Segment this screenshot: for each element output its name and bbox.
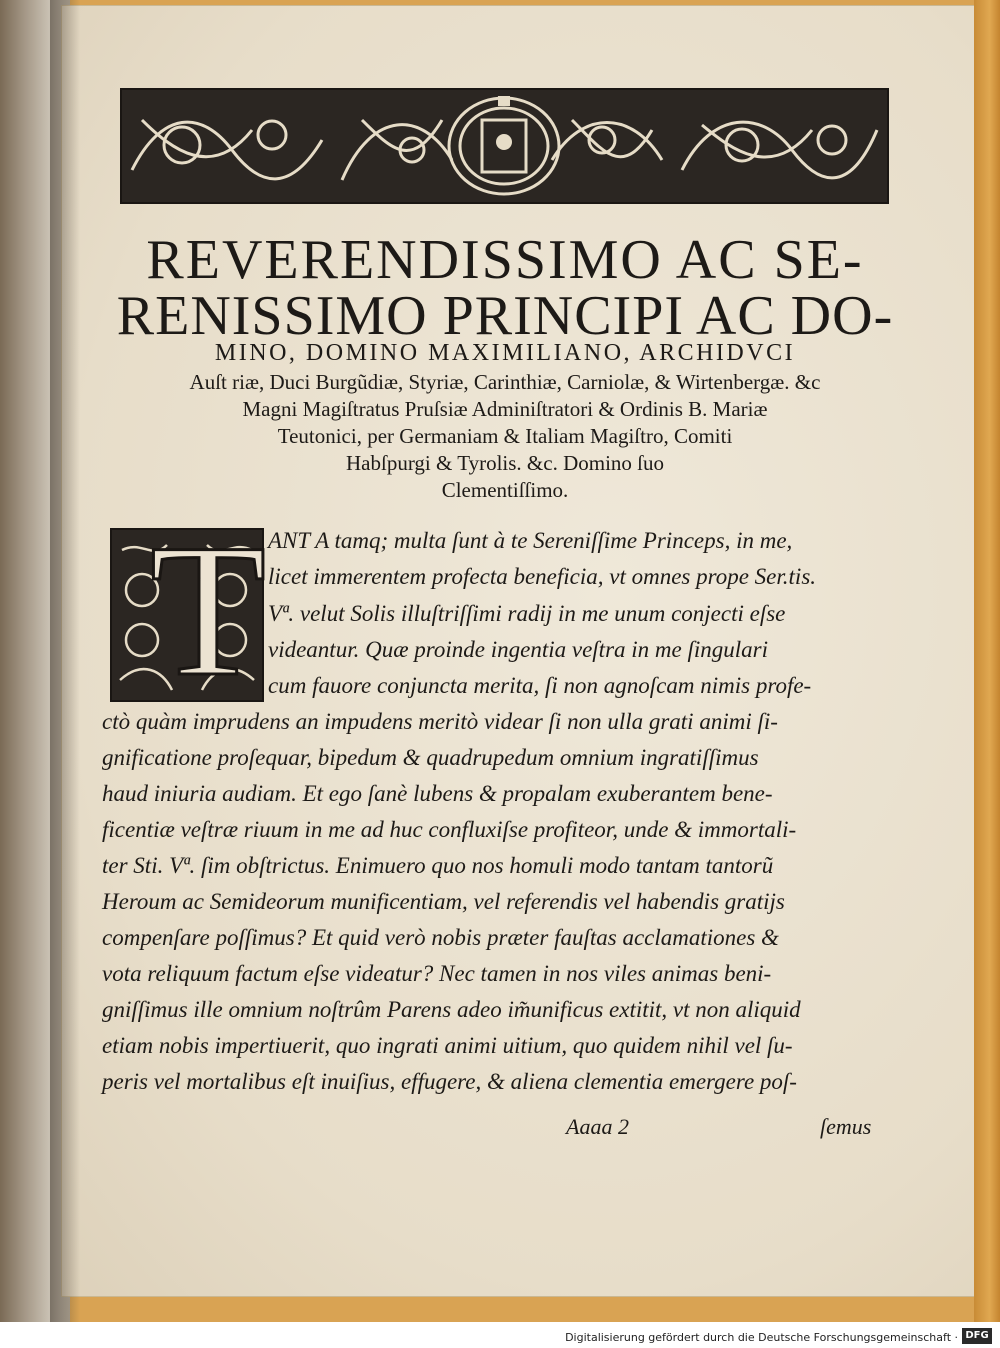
signature-mark: Aaaa 2: [566, 1114, 629, 1139]
catchword: ſemus: [820, 1114, 872, 1139]
subtitle-line-4: Habſpurgi & Tyrolis. &c. Domino ſuo: [346, 451, 664, 475]
body-line-13: vota reliquum factum eſse videatur? Nec tamen in nos viles animas beni-: [102, 961, 772, 986]
body-line-7: gnificatione proſequar, bipedum & quadrupedum omnium ingratiſſimus: [102, 745, 759, 770]
body-line-4: videantur. Quæ proinde ingentia veſtra in me ſingulari: [268, 637, 768, 662]
subtitle-line-3: Teutonici, per Germaniam & Italiam Magiſtro, Comiti: [277, 424, 733, 448]
title-line-1: REVERENDISSIMO AC SE-: [146, 229, 864, 291]
body-line-15: etiam nobis impertiuerit, quo ingrati animi uitium, quo quidem nihil vel ſu-: [102, 1033, 793, 1058]
body-line-16: peris vel mortalibus eſt inuiſius, effugere, & aliena clementia emergere poſ-: [102, 1069, 797, 1094]
body-line-2: licet immerentem profecta beneficia, vt omnes prope Ser.tis.: [268, 564, 817, 589]
body-line-14: gniſſimus ille omnium noſtrûm Parens adeo im̃unificus extitit, vt non aliquid: [102, 997, 801, 1022]
gutter-shadow: [50, 0, 80, 1322]
right-page-edge: [974, 0, 1000, 1322]
body-line-11: Heroum ac Semideorum munificentiam, vel referendis vel habendis gratijs: [102, 889, 785, 914]
body-line-8: haud iniuria audiam. Et ego ſanè lubens & propalam exuberantem bene-: [102, 781, 773, 806]
body-line-10: ter Sti. Vª. ſim obſtrictus. Enimuero quo nos homuli modo tantam tantorũ: [102, 853, 774, 878]
body-line-9: ficentiæ veſtræ riuum in me ad huc confluxiſse profiteor, unde & immortali-: [102, 817, 797, 842]
body-line-6: ctò quàm imprudens an impudens meritò videar ſi non ulla grati animi ſi-: [102, 709, 778, 734]
title-line-3: MINO, DOMINO MAXIMILIANO, ARCHIDVCI: [214, 340, 796, 366]
subtitle-line-2: Magni Magiſtratus Pruſsiæ Adminiſtratori & Ordinis B. Mariæ: [242, 397, 768, 421]
title-line-2: RENISSIMO PRINCIPI AC DO-: [116, 285, 894, 347]
dfg-credit-text: Digitalisierung gefördert durch die Deutsche Forschungsgemeinschaft ·: [565, 1331, 958, 1344]
body-line-5: cum fauore conjuncta merita, ſi non agnoſcam nimis profe-: [268, 673, 812, 698]
body-line-12: compenſare poſſimus? Et quid verò nobis præter fauſtas acclamationes &: [102, 925, 779, 950]
woodcut-headpiece: [120, 88, 889, 204]
body-line-3: Vª. velut Solis illuſtriſſimi radij in me unum conjecti eſse: [268, 601, 786, 626]
body-line-1: ANT A tamq; multa ſunt à te Sereniſſime Princeps, in me,: [268, 528, 793, 553]
drop-cap-letter: T: [150, 506, 267, 716]
dfg-logo: DFG: [962, 1328, 992, 1344]
subtitle-line-1: Auſt riæ, Duci Burgũdiæ, Styriæ, Carinthiæ, Carniolæ, & Wirtenbergæ. &c: [189, 370, 821, 394]
subtitle-line-5: Clementiſſimo.: [441, 478, 569, 502]
